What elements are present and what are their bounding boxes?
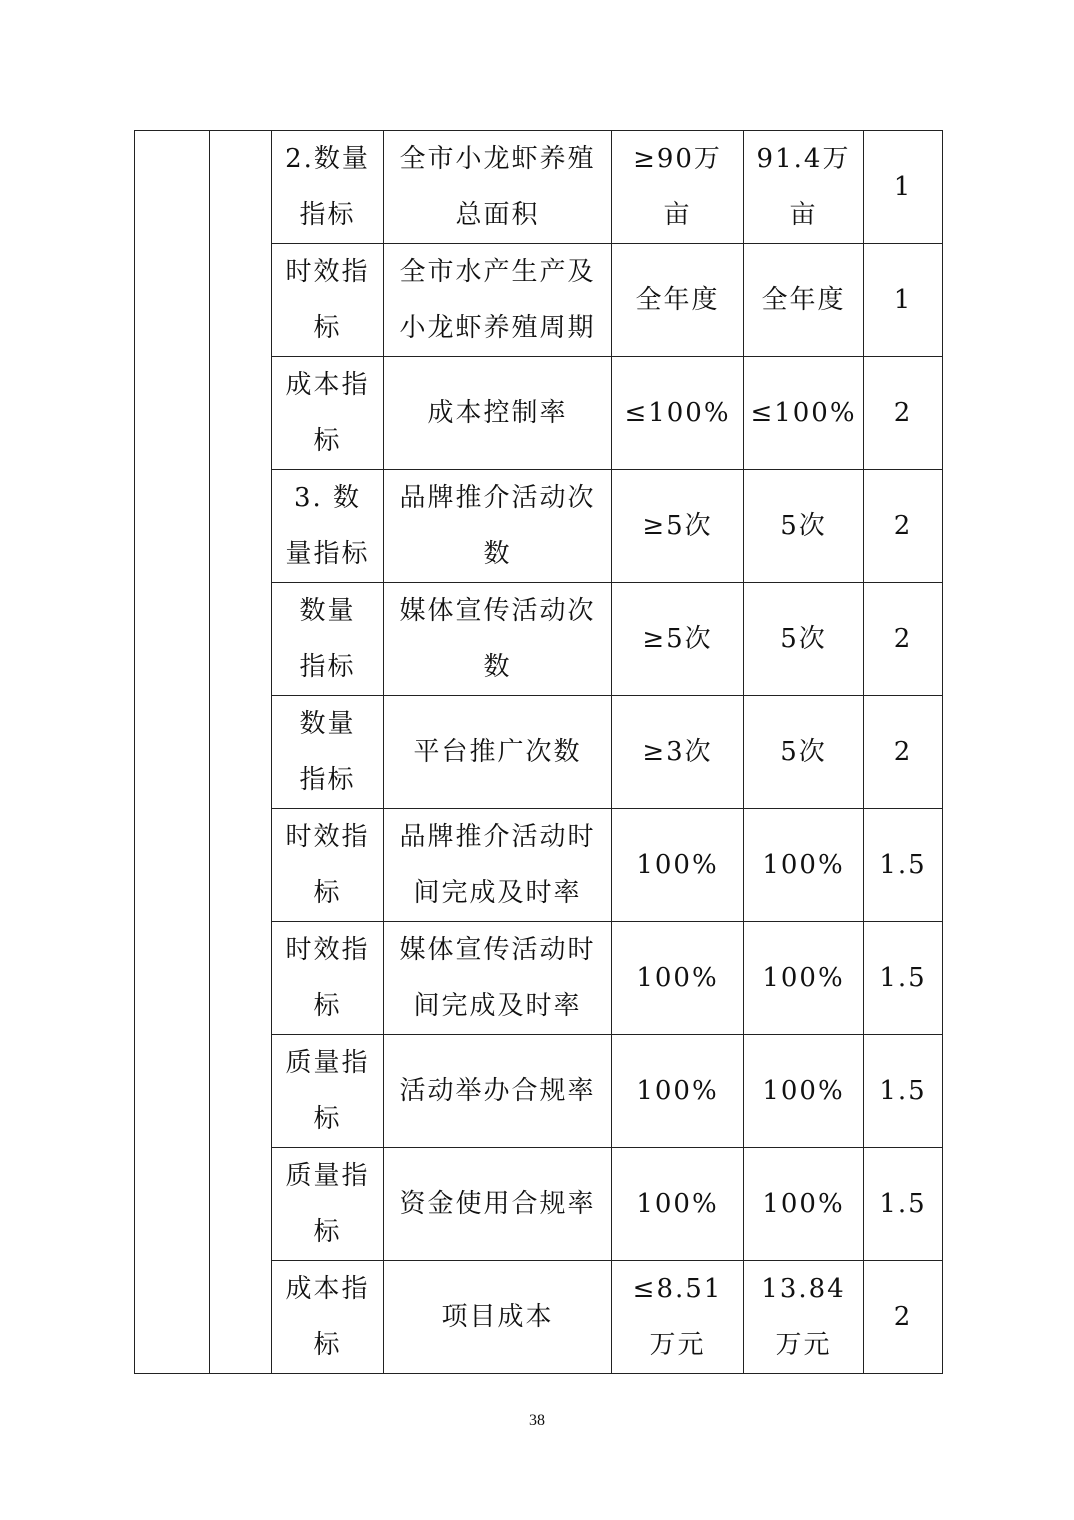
indicator-category: 时效指 标	[272, 922, 384, 1035]
indicator-name: 媒体宣传活动时 间完成及时率	[384, 922, 612, 1035]
score-value: 1.5	[864, 922, 943, 1035]
score-value: 2	[864, 583, 943, 696]
indicator-name: 活动举办合规率	[384, 1035, 612, 1148]
target-value: 100%	[612, 922, 744, 1035]
indicator-category: 成本指 标	[272, 1261, 384, 1374]
score-value: 1.5	[864, 809, 943, 922]
table-row	[135, 131, 943, 244]
indicator-category: 质量指 标	[272, 1148, 384, 1261]
target-value: ≥3次	[612, 696, 744, 809]
indicator-name: 媒体宣传活动次 数	[384, 583, 612, 696]
indicator-category: 时效指 标	[272, 244, 384, 357]
actual-value: 100%	[744, 1035, 864, 1148]
indicator-category: 数量 指标	[272, 696, 384, 809]
actual-value: 100%	[744, 809, 864, 922]
blank-merged-cell-1	[135, 131, 210, 1374]
actual-value: 5次	[744, 696, 864, 809]
score-value: 2	[864, 357, 943, 470]
table-body	[135, 131, 943, 1374]
indicator-name: 成本控制率	[384, 357, 612, 470]
indicator-category: 成本指 标	[272, 357, 384, 470]
performance-indicator-table	[134, 130, 943, 1374]
page-number: 38	[529, 1412, 545, 1429]
score-value: 2	[864, 1261, 943, 1374]
actual-value: 100%	[744, 1148, 864, 1261]
target-value: 100%	[612, 809, 744, 922]
target-value: ≤100%	[612, 357, 744, 470]
indicator-category: 质量指 标	[272, 1035, 384, 1148]
indicator-name: 全市小龙虾养殖 总面积	[384, 131, 612, 244]
target-value: ≥90万 亩	[612, 131, 744, 244]
indicator-name: 平台推广次数	[384, 696, 612, 809]
actual-value: 5次	[744, 470, 864, 583]
score-value: 2	[864, 696, 943, 809]
blank-merged-cell-2	[210, 131, 272, 1374]
actual-value: 全年度	[744, 244, 864, 357]
indicator-category: 数量 指标	[272, 583, 384, 696]
score-value: 1.5	[864, 1035, 943, 1148]
target-value: ≥5次	[612, 583, 744, 696]
indicator-category: 时效指 标	[272, 809, 384, 922]
target-value: 全年度	[612, 244, 744, 357]
indicator-name: 资金使用合规率	[384, 1148, 612, 1261]
actual-value: ≤100%	[744, 357, 864, 470]
target-value: ≥5次	[612, 470, 744, 583]
score-value: 1	[864, 131, 943, 244]
actual-value: 100%	[744, 922, 864, 1035]
target-value: 100%	[612, 1035, 744, 1148]
indicator-name: 项目成本	[384, 1261, 612, 1374]
indicator-name: 全市水产生产及 小龙虾养殖周期	[384, 244, 612, 357]
actual-value: 13.84 万元	[744, 1261, 864, 1374]
score-value: 1.5	[864, 1148, 943, 1261]
actual-value: 91.4万 亩	[744, 131, 864, 244]
score-value: 1	[864, 244, 943, 357]
indicator-name: 品牌推介活动时 间完成及时率	[384, 809, 612, 922]
actual-value: 5次	[744, 583, 864, 696]
indicator-category: 3. 数 量指标	[272, 470, 384, 583]
target-value: ≤8.51 万元	[612, 1261, 744, 1374]
indicator-name: 品牌推介活动次 数	[384, 470, 612, 583]
score-value: 2	[864, 470, 943, 583]
indicator-category: 2.数量 指标	[272, 131, 384, 244]
target-value: 100%	[612, 1148, 744, 1261]
